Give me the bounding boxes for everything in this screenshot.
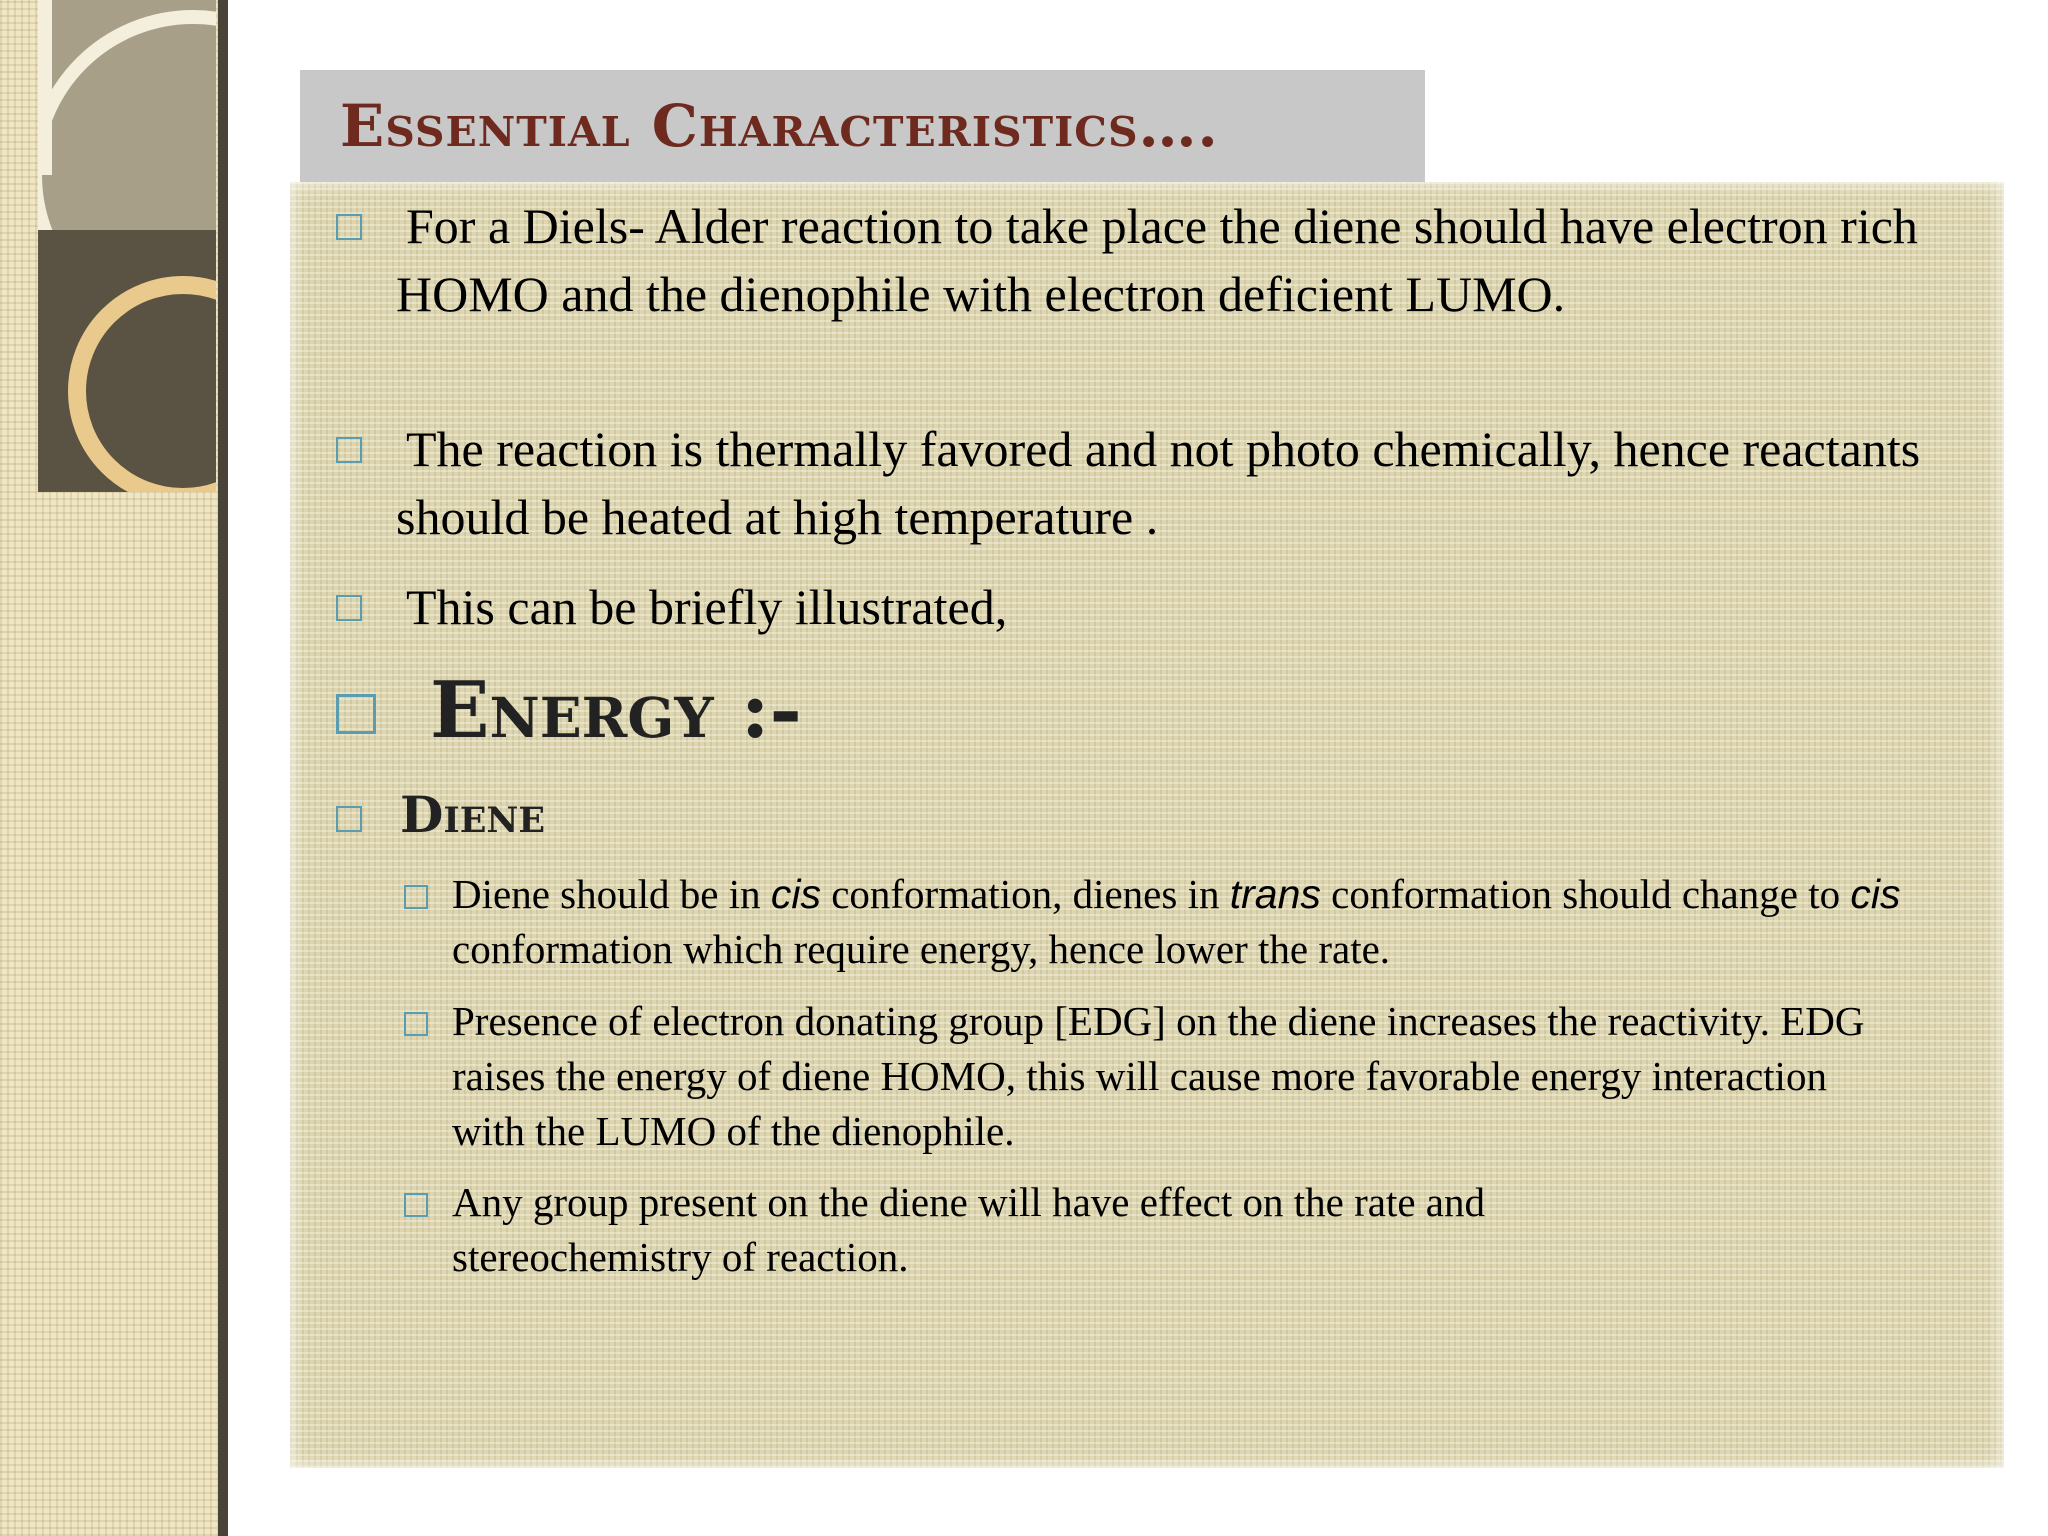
slide-title: Essential Characteristics…. <box>340 92 1219 160</box>
decor-arc <box>38 10 216 230</box>
bullet-item <box>336 415 1976 551</box>
diene-heading: Diene <box>400 785 546 844</box>
decor-ring <box>68 276 216 492</box>
decor-ring-block <box>38 230 216 492</box>
bullet-box-icon <box>336 437 362 463</box>
decor-arc-block <box>38 0 216 230</box>
bullet-text: For a Diels- Alder reaction to take place the diene should have electron rich HOMO and the dienophile with electron deficient LUMO. <box>396 198 1918 322</box>
bullet-box-icon <box>336 595 362 621</box>
bullet-text: This can be briefly illustrated, <box>406 579 1008 635</box>
bullet-item <box>336 573 1976 641</box>
bullet-text: The reaction is thermally favored and not photo chemically, hence reactants should be heated at high temperature . <box>396 421 1921 545</box>
sub-bullet-text: Presence of electron donating group [EDG] on the diene increases the reactivity. EDG raises the energy of diene HOMO, this will cause more favorable energy interaction with the LUMO of the dienophile. <box>452 998 1865 1154</box>
sub-bullet-item <box>404 1175 1724 1285</box>
bullet-box-icon <box>404 1193 428 1217</box>
energy-box-icon <box>336 694 376 734</box>
bullet-box-icon <box>404 885 428 909</box>
sub-bullet-item <box>404 867 1944 977</box>
bullet-item <box>336 192 1976 328</box>
energy-heading: Energy :- <box>430 665 802 756</box>
bullet-box-icon <box>404 1012 428 1036</box>
bullet-box-icon <box>336 214 362 240</box>
sub-bullet-item <box>404 994 1884 1159</box>
divider-bar <box>218 0 228 1536</box>
diene-box-icon <box>336 806 362 832</box>
sub-bullet-text: Any group present on the diene will have effect on the rate and stereochemistry of reaction. <box>452 1179 1485 1280</box>
sub-bullet-text: Diene should be in cis conformation, dienes in trans conformation should change to cis conformation which require energy, hence lower the rate. <box>452 871 1901 972</box>
